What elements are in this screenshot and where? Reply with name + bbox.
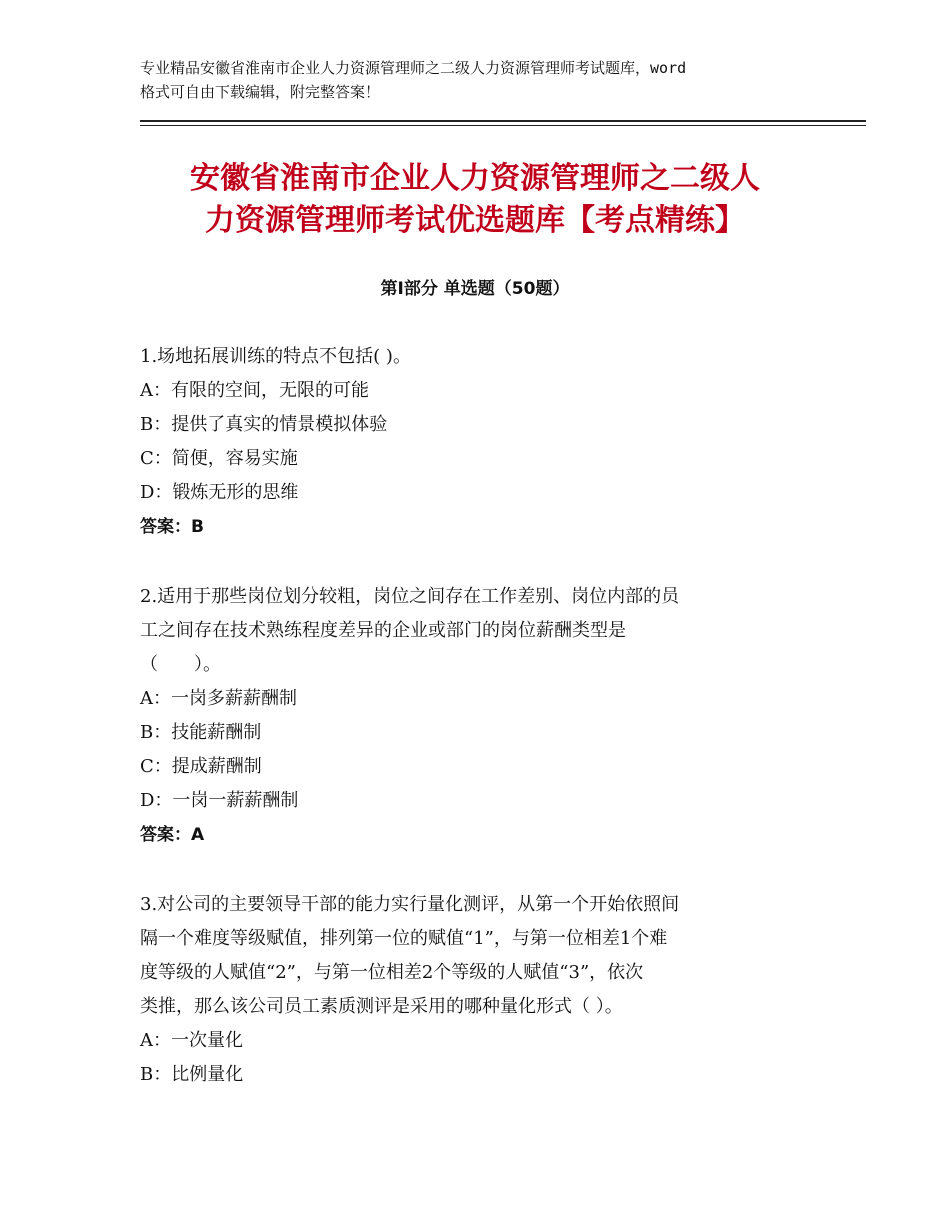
option-d: D：一岗一薪薪酬制: [140, 790, 299, 811]
header-note-line: 专业精品安徽省淮南市企业人力资源管理师之二级人力资源管理师考试题库，word: [140, 59, 687, 77]
option-c: C：简便，容易实施: [140, 448, 298, 469]
question-text: 隔一个难度等级赋值，排列第一位的赋值“1”，与第一位相差1个难: [140, 928, 668, 949]
option-a: A：一岗多薪薪酬制: [140, 688, 297, 709]
title-line: 力资源管理师考试优选题库【考点精练】: [205, 203, 745, 238]
option-d: D：锻炼无形的思维: [140, 482, 299, 503]
question-text: 工之间存在技术熟练程度差异的企业或部门的岗位薪酬类型是: [140, 620, 626, 641]
answer-text: 答案：B: [140, 517, 204, 537]
header-divider: [140, 120, 866, 126]
header-note-line: 格式可自由下载编辑，附完整答案！: [140, 83, 381, 101]
option-b: B：技能薪酬制: [140, 722, 262, 743]
option-a: A：有限的空间，无限的可能: [140, 380, 369, 401]
question-text: 类推，那么该公司员工素质测评是采用的哪种量化形式（ ）。: [140, 996, 623, 1017]
answer-text: 答案：A: [140, 825, 205, 845]
option-a: A：一次量化: [140, 1030, 243, 1051]
question-text: 2.适用于那些岗位划分较粗，岗位之间存在工作差别、岗位内部的员: [140, 586, 680, 607]
question-text: 1.场地拓展训练的特点不包括( )。: [140, 346, 411, 367]
question-text: （ ）。: [140, 654, 221, 675]
document-title: [140, 158, 810, 242]
question-text: 3.对公司的主要领导干部的能力实行量化测评，从第一个开始依照间: [140, 894, 680, 915]
option-b: B：提供了真实的情景模拟体验: [140, 414, 388, 435]
section-heading: 第Ⅰ部分 单选题（50题）: [380, 279, 570, 299]
question-2: [140, 580, 810, 852]
question-1: [140, 340, 810, 544]
title-line: 安徽省淮南市企业人力资源管理师之二级人: [190, 161, 760, 196]
option-b: B：比例量化: [140, 1064, 244, 1085]
header-note: [140, 56, 830, 104]
question-3: [140, 888, 810, 1092]
question-text: 度等级的人赋值“2”，与第一位相差2个等级的人赋值“3”，依次: [140, 962, 644, 983]
option-c: C：提成薪酬制: [140, 756, 262, 777]
